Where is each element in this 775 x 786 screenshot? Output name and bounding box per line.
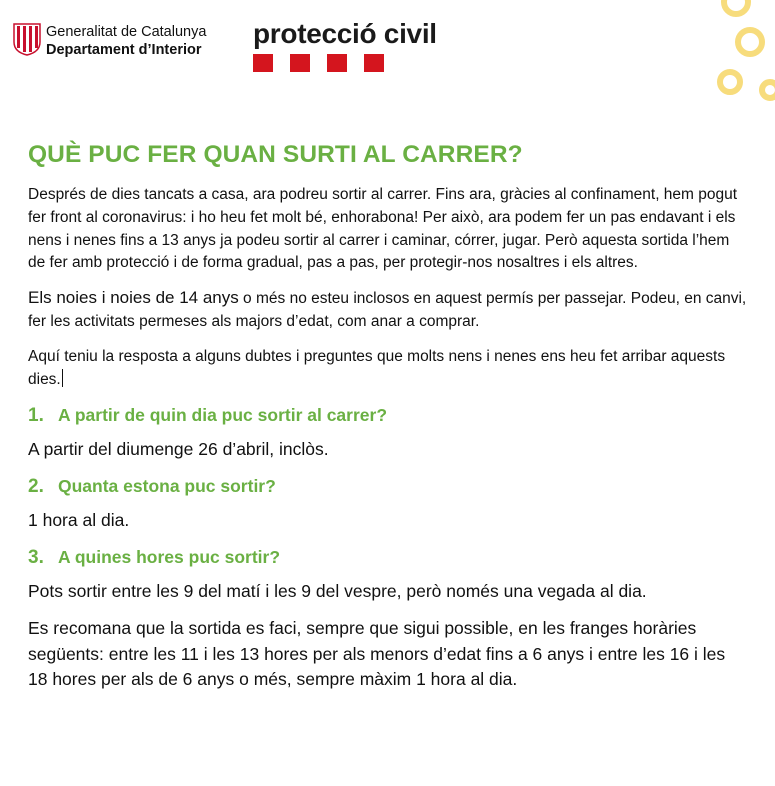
answer-1: A partir del diumenge 26 d’abril, inclòs.: [28, 439, 329, 460]
question-number: 1.: [28, 405, 44, 427]
question-number: 3.: [28, 547, 44, 569]
proteccio-civil-squares: [253, 54, 384, 72]
generalitat-emblem-icon: [12, 22, 42, 56]
red-square: [290, 54, 310, 72]
page-title: QUÈ PUC FER QUAN SURTI AL CARRER?: [28, 141, 523, 168]
question-2: [28, 476, 748, 498]
question-1: [28, 405, 748, 427]
gov-name: Generalitat de Catalunya: [46, 24, 207, 40]
decorative-circles-icon: [700, 0, 775, 110]
red-square: [253, 54, 273, 72]
question-text: A partir de quin dia puc sortir al carrer?: [58, 405, 388, 426]
answer-3: Pots sortir entre les 9 del matí i les 9 del vespre, però només una vegada al dia.: [28, 581, 647, 602]
page-header: [0, 0, 775, 110]
generalitat-wordmark: [46, 23, 206, 59]
proteccio-civil-logo-text: protecció civil: [253, 18, 437, 49]
question-text: Quanta estona puc sortir?: [58, 476, 276, 497]
department-name: Departament d’Interior: [46, 42, 202, 58]
faq-intro-paragraph: [28, 346, 748, 392]
age-note-lead: Els noies i noies de 14 anys: [28, 288, 239, 308]
intro-paragraph: Després de dies tancats a casa, ara podreu sortir al carrer. Fins ara, gràcies al confinament, hem pogut fer front al coronavirus: i ho heu fet molt bé, enhorabona! Per això, ara podem fer un pas endavant i els nens i nenes fins a 13 anys ja podeu sortir al carrer i caminar, córrer, jugar. Però aquesta sortida l’hem de fer amb protecció i de forma gradual, pas a pas, per protegir-nos nosaltres i els altres.: [28, 186, 738, 272]
answer-2: 1 hora al dia.: [28, 510, 130, 531]
age-note-rest: o més no esteu inclosos en aquest permís per passejar. Podeu, en canvi, fer les activitats permeses als majors d’edat, com anar a comprar.: [28, 290, 747, 330]
recommendation-paragraph: Es recomana que la sortida es faci, sempre que sigui possible, en les franges horàries següents: entre les 11 i les 13 hores per als menors d’edat fins a 6 anys i entre les 16 i les 18 hores per als de 6 anys o més, sempre màxim 1 hora al dia.: [28, 618, 726, 690]
document-body: [28, 140, 748, 693]
text-cursor: [62, 369, 63, 387]
question-3: [28, 547, 748, 569]
age-note-paragraph: [28, 287, 748, 334]
red-square: [364, 54, 384, 72]
red-square: [327, 54, 347, 72]
question-number: 2.: [28, 476, 44, 498]
question-text: A quines hores puc sortir?: [58, 547, 281, 568]
faq-intro-text: Aquí teniu la resposta a alguns dubtes i preguntes que molts nens i nenes ens heu fet arribar aquests dies.: [28, 347, 726, 388]
